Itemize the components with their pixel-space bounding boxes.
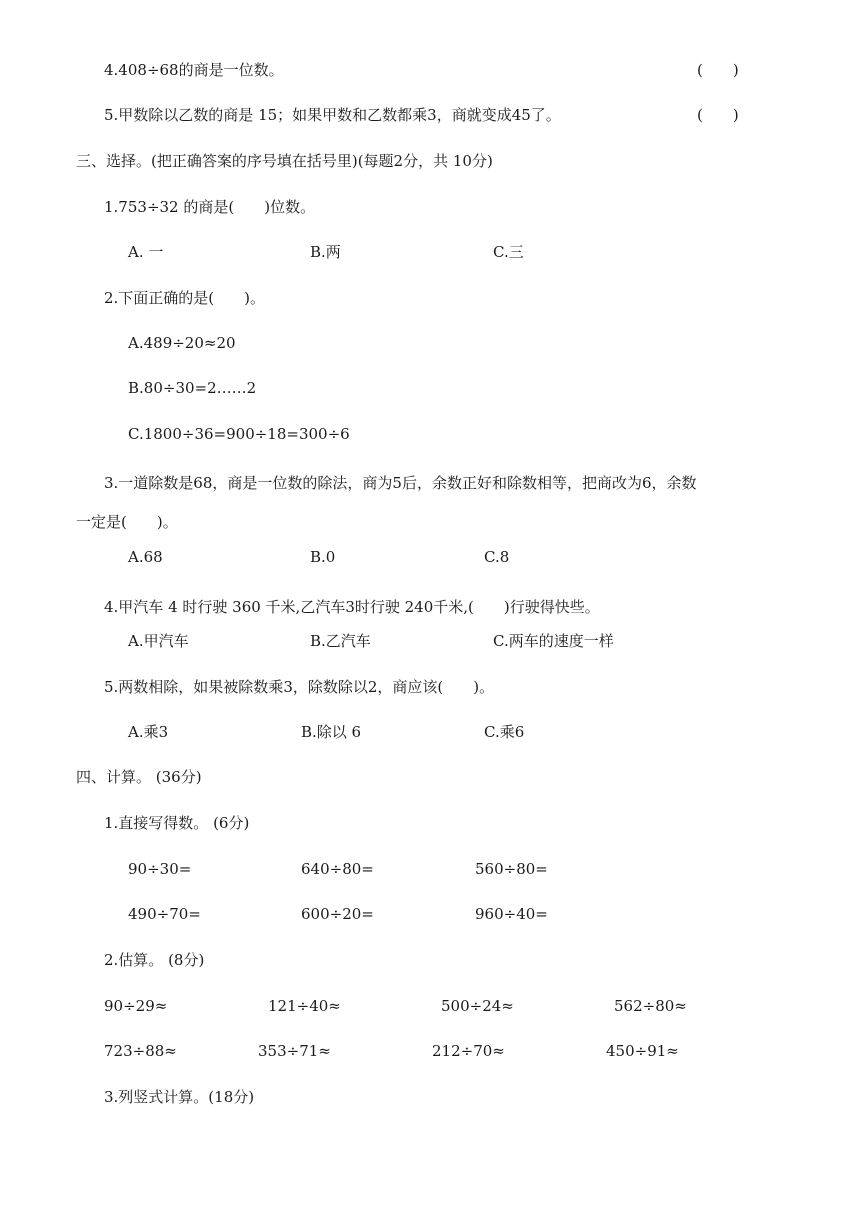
direct-calc-item: 600÷20= — [301, 905, 374, 923]
estimate-item: 90÷29≈ — [104, 997, 168, 1015]
section-3-heading: 三、选择。(把正确答案的序号填在括号里)(每题2分，共 10分) — [76, 152, 493, 170]
choice-1-option-c[interactable]: C.三 — [493, 243, 524, 261]
choice-question-5: 5.两数相除，如果被除数乘3，除数除以2，商应该( )。 — [104, 678, 495, 696]
choice-1-option-b[interactable]: B.两 — [310, 243, 341, 261]
calc-part-1-title: 1.直接写得数。 (6分) — [104, 814, 250, 832]
calc-part-2-title: 2.估算。 (8分) — [104, 951, 205, 969]
choice-question-2: 2.下面正确的是( )。 — [104, 289, 266, 307]
choice-3-option-a[interactable]: A.68 — [128, 548, 163, 566]
choice-4-option-b[interactable]: B.乙汽车 — [310, 632, 371, 650]
choice-5-option-a[interactable]: A.乘3 — [128, 723, 169, 741]
estimate-item: 212÷70≈ — [432, 1042, 505, 1060]
estimate-item: 353÷71≈ — [258, 1042, 331, 1060]
judge-question-5: 5.甲数除以乙数的商是 15；如果甲数和乙数都乘3，商就变成45了。 — [104, 106, 561, 124]
choice-2-option-b[interactable]: B.80÷30=2……2 — [128, 379, 257, 397]
estimate-item: 121÷40≈ — [268, 997, 341, 1015]
estimate-item: 450÷91≈ — [606, 1042, 679, 1060]
direct-calc-item: 490÷70= — [128, 905, 201, 923]
judge-answer-paren-4[interactable]: ( ) — [697, 61, 739, 79]
choice-5-option-c[interactable]: C.乘6 — [484, 723, 525, 741]
choice-2-option-a[interactable]: A.489÷20≈20 — [128, 334, 236, 352]
direct-calc-item: 640÷80= — [301, 860, 374, 878]
estimate-item: 500÷24≈ — [441, 997, 514, 1015]
section-4-heading: 四、计算。 (36分) — [76, 768, 202, 786]
choice-question-1: 1.753÷32 的商是( )位数。 — [104, 198, 316, 216]
estimate-item: 723÷88≈ — [104, 1042, 177, 1060]
choice-question-3-line-1: 3.一道除数是68，商是一位数的除法，商为5后，余数正好和除数相等，把商改为6，余数 — [104, 474, 697, 492]
choice-question-4: 4.甲汽车 4 时行驶 360 千米,乙汽车3时行驶 240千米,( )行驶得快些。 — [104, 598, 600, 616]
choice-3-option-c[interactable]: C.8 — [484, 548, 510, 566]
direct-calc-item: 90÷30= — [128, 860, 192, 878]
direct-calc-item: 960÷40= — [475, 905, 548, 923]
estimate-item: 562÷80≈ — [614, 997, 687, 1015]
direct-calc-item: 560÷80= — [475, 860, 548, 878]
judge-answer-paren-5[interactable]: ( ) — [697, 106, 739, 124]
judge-question-4: 4.408÷68的商是一位数。 — [104, 61, 284, 79]
choice-5-option-b[interactable]: B.除以 6 — [301, 723, 362, 741]
choice-4-option-a[interactable]: A.甲汽车 — [128, 632, 189, 650]
choice-3-option-b[interactable]: B.0 — [310, 548, 336, 566]
choice-1-option-a[interactable]: A. 一 — [128, 243, 164, 261]
choice-4-option-c[interactable]: C.两车的速度一样 — [493, 632, 614, 650]
choice-question-3-line-2: 一定是( )。 — [76, 513, 178, 531]
calc-part-3-title: 3.列竖式计算。(18分) — [104, 1088, 255, 1106]
choice-2-option-c[interactable]: C.1800÷36=900÷18=300÷6 — [128, 425, 350, 443]
